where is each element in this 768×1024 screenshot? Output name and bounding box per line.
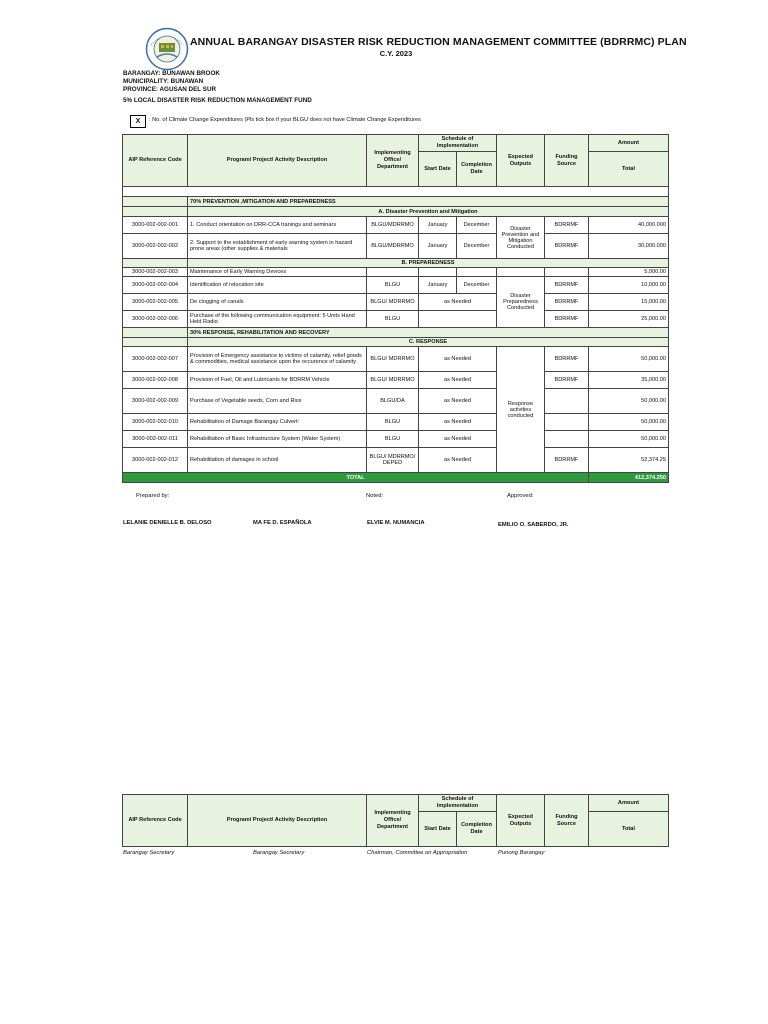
calendar-year: C.Y. 2023 [379, 49, 413, 58]
col-office: Implementing Office/ Department [367, 135, 419, 187]
table-row: 3000-002-002-008 Provision of Fuel, Oil and Lubricants for BDRRM Vehicle BLGU/ MDRRMO as Needed BDRRMF 35,000.00 [123, 372, 669, 389]
table-row: 3000-002-002-009 Purchase of Vegetable seeds, Corn and Rice BLGU/DA as Needed 50,000.00 [123, 389, 669, 414]
total-row [123, 473, 669, 483]
role-4: Punong Barangay [498, 850, 545, 856]
col-start: Start Date [419, 152, 457, 187]
output-response: Response activities conducted [497, 347, 545, 473]
col-completion: Completion Date [457, 812, 497, 847]
signatory-2: MA FE D. ESPAÑOLA [253, 520, 312, 526]
role-3: Chairman, Committee on Appropriation [367, 850, 468, 856]
output-prevention: Disaster Prevention and Mitigation Conducted [497, 217, 545, 259]
subsection-b: B. PREPAREDNESS [188, 259, 669, 268]
climate-change-note: : No. of Climate Change Expenditures (Pls tick box if your BLGU does not have Climate Change Expenditures [149, 117, 421, 123]
col-amount: Amount [589, 795, 669, 812]
signatory-4: EMILIO O. SABERDO, JR. [498, 522, 569, 528]
climate-change-checkbox[interactable]: X [130, 115, 146, 128]
col-completion: Completion Date [457, 152, 497, 187]
municipality-label: MUNICIPALITY: BUNAWAN [123, 78, 204, 85]
col-funding: Funding Source [545, 135, 589, 187]
noted-label: Noted: [366, 493, 384, 499]
signatory-1: LELANIE DENIELLE B. DELOSO [123, 520, 212, 526]
table-row: 3000-002-002-003 Maintenance of Early Warning Devices 5,000.00 [123, 268, 669, 277]
subsection-c: C. RESPONSE [188, 338, 669, 347]
plan-title: ANNUAL BARANGAY DISASTER RISK REDUCTION MANAGEMENT COMMITTEE (BDRRMC) PLAN [190, 36, 687, 48]
plan-table [122, 134, 669, 483]
table-row: 3000-002-002-001 1. Conduct orientation on DRR-CCA tranings and seminars BLGU/MDRRMO January December Disaster Prevention and Mitigation Conducted BDRRMF 40,000.000 [123, 217, 669, 234]
col-aip-code: AIP Reference Code [123, 135, 188, 187]
barangay-label: BARANGAY: BUNAWAN BROOK [123, 70, 220, 77]
role-2: Barangay Secretary [253, 850, 305, 856]
col-program: Program/ Project/ Activity Description [188, 135, 367, 187]
col-schedule: Schedule of Implementation [419, 795, 497, 812]
col-outputs: Expected Outputs [497, 795, 545, 847]
province-label: PROVINCE: AGUSAN DEL SUR [123, 86, 217, 93]
col-start: Start Date [419, 812, 457, 847]
signatory-3: ELVIE M. NUMANCIA [367, 520, 425, 526]
col-total: Total [589, 812, 669, 847]
col-schedule: Schedule of Implementation [419, 135, 497, 152]
section-prevention: 70% PREVENTION ,MITIGATION AND PREPAREDNESS [188, 197, 669, 207]
section-response: 30% RESPONSE, REHABILITATION AND RECOVERY [188, 328, 669, 338]
table-row: 3000-002-002-004 Identification of relocation site BLGU January December Disaster Preparedness Conducted BDRRMF 10,000.00 [123, 277, 669, 294]
col-amount: Amount [589, 135, 669, 152]
table-row: 3000-002-002-007 Provision of Emergency assistance to victims of calamity, relief goods & commodities, medical assistance upon the occurence of calamity BLGU/ MDRRMO as Needed Response activities conducted BDRRMF 50,000.00 [123, 347, 669, 372]
output-preparedness: Disaster Preparedness Conducted [497, 277, 545, 328]
col-program: Program/ Project/ Activity Description [188, 795, 367, 847]
col-total: Total [589, 152, 669, 187]
total-amount: 412,374.250 [589, 473, 669, 483]
table-row: 3000-002-002-005 De clogging of canals BLGU/ MDRRMO as Needed BDRRMF 15,000.00 [123, 294, 669, 311]
subsection-a: A. Disaster Prevention and Mitigation [188, 207, 669, 217]
table-row: 3000-002-002-006 Purchase of the following communication equipment: 5 Units Hand Held Radio BLGU BDRRMF 25,000.00 [123, 311, 669, 328]
table-row: 3000-002-002-002 2. Support to the establishment of early warning system in hazard prone areas (other supplies & materials BLGU/MDRRMO January December BDRRMF 30,000.000 [123, 234, 669, 259]
table-row: 3000-002-002-011 Rehabilitation of Basic Infrastructure System (Water System) BLGU as Needed 50,000.00 [123, 431, 669, 448]
table-row: 3000-002-002-012 Rehabilitation of damages in school BLGU/ MDRRMO/ DEPED as Needed BDRRMF 52,374.25 [123, 448, 669, 473]
col-funding: Funding Source [545, 795, 589, 847]
role-1: Barangay Secretary [123, 850, 175, 856]
table-row: 3000-002-002-010 Rehabilitation of Damage Barangay Culvert: BLGU as Needed 50,000.00 [123, 414, 669, 431]
approved-label: Approved: [507, 493, 534, 499]
col-outputs: Expected Outputs [497, 135, 545, 187]
total-label: TOTAL [123, 473, 589, 483]
prepared-by-label: Prepared by: [136, 493, 170, 499]
fund-label: 5% LOCAL DISASTER RISK REDUCTION MANAGEMENT FUND [123, 97, 312, 104]
col-aip-code: AIP Reference Code [123, 795, 188, 847]
repeat-header-table [122, 794, 669, 847]
col-office: Implementing Office/ Department [367, 795, 419, 847]
